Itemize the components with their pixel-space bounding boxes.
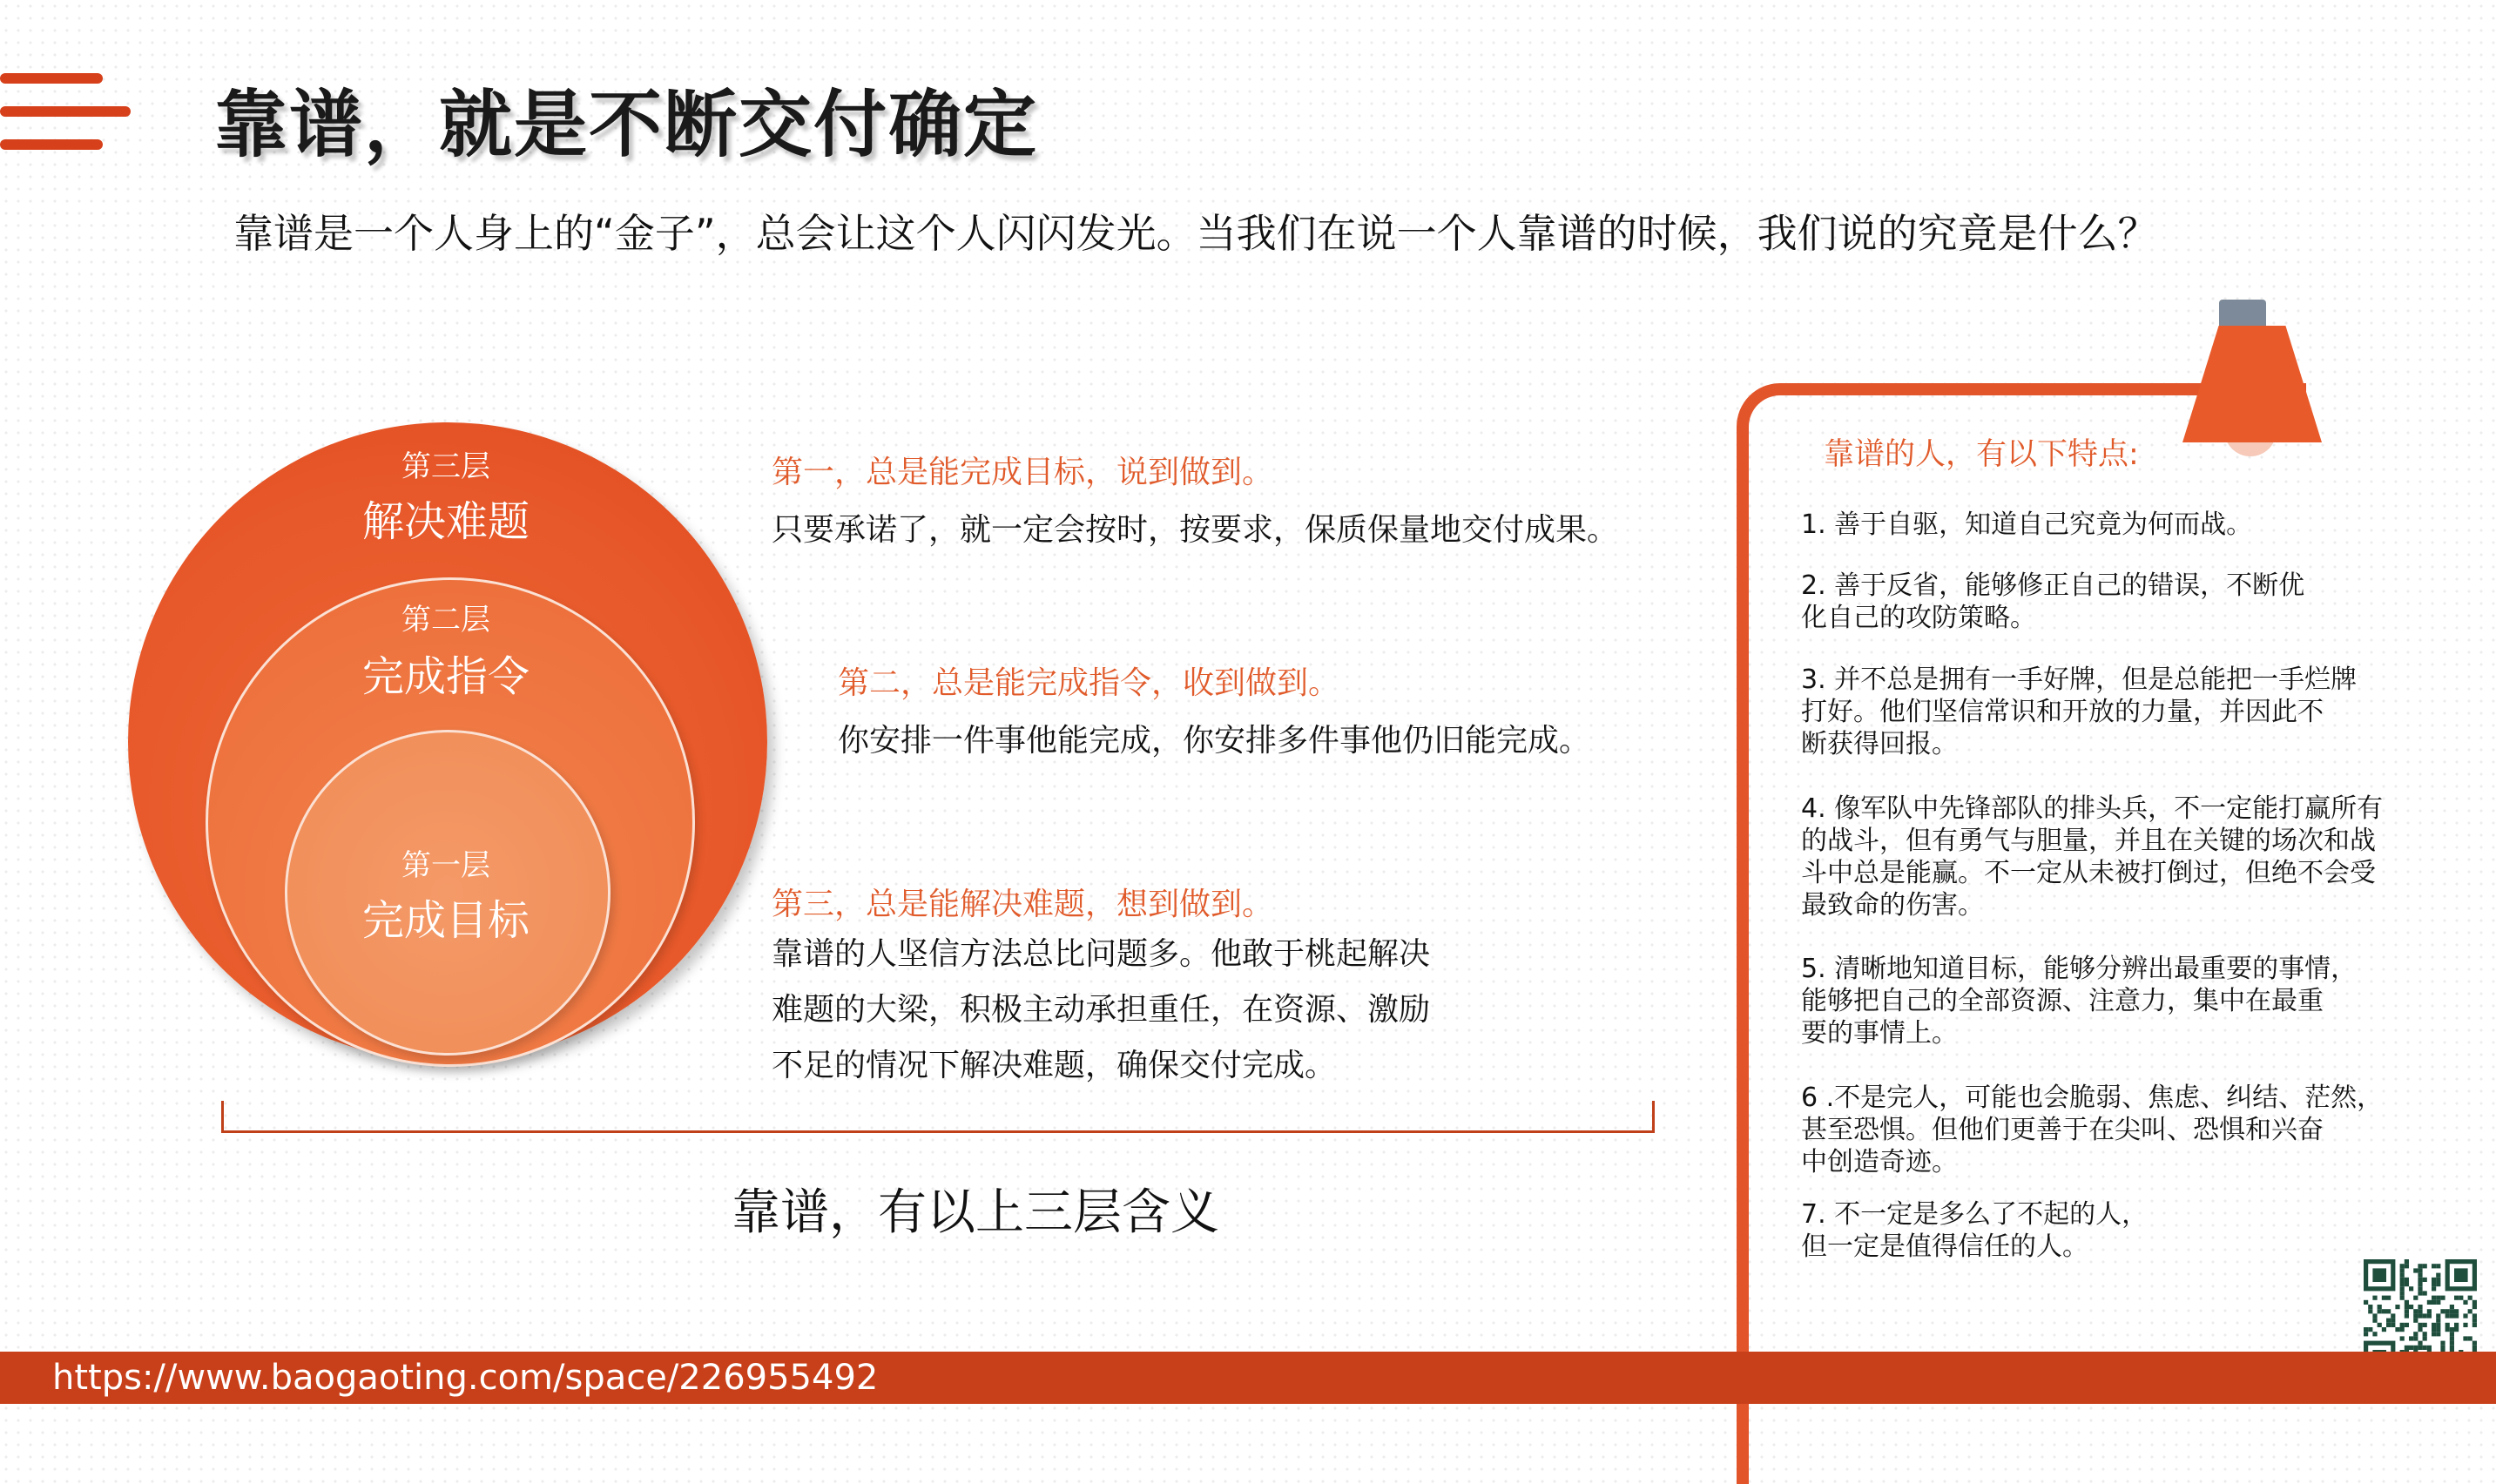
point-3-heading: 第三，总是能解决难题，想到做到。: [772, 887, 1274, 922]
point-2-heading: 第二，总是能完成指令，收到做到。: [838, 665, 1340, 701]
point-1-text: 只要承诺了，就一定会按时，按要求，保质保量地交付成果。: [772, 512, 1619, 548]
summary-bracket: [221, 1101, 1655, 1133]
circle-middle-name: 完成指令: [361, 652, 530, 701]
summary-text: 靠谱，有以上三层含义: [732, 1184, 1219, 1241]
point-2-text: 你安排一件事他能完成，你安排多件事他仍旧能完成。: [838, 723, 1591, 759]
trait-item: 3. 并不总是拥有一手好牌，但是总能把一手烂牌 打好。他们坚信常识和开放的力量，并因此不 断获得回报。: [1801, 664, 2358, 759]
traits-title: 靠谱的人，有以下特点:: [1824, 437, 2139, 472]
point-3-text: 靠谱的人坚信方法总比问题多。他敢于桃起解决 难题的大梁，积极主动承担重任，在资源、激励 不足的情况下解决难题，确保交付完成。: [772, 936, 1431, 1083]
trait-item: 1. 善于自驱，知道自己究竟为何而战。: [1801, 509, 2253, 540]
circle-outer-name: 解决难题: [361, 497, 530, 546]
point-1-heading: 第一，总是能完成目标，说到做到。: [772, 455, 1274, 490]
circle-inner-layer: 第一层: [401, 848, 490, 883]
page-subtitle: 靠谱是一个人身上的“金子”，总会让这个人闪闪发光。当我们在说一个人靠谱的时候，我们说的究竟是什么？: [233, 210, 2158, 257]
trait-item: 7. 不一定是多么了不起的人， 但一定是值得信任的人。: [1801, 1199, 2149, 1262]
circle-outer-layer: 第三层: [401, 449, 490, 484]
trait-item: 6 .不是完人，可能也会脆弱、焦虑、纠结、茫然， 甚至恐惧。但他们更善于在尖叫、恐惧和兴奋 中创造奇迹。: [1801, 1083, 2384, 1177]
page-title: 靠谱，就是不断交付确定: [214, 82, 1039, 167]
circle-inner-name: 完成目标: [361, 896, 530, 945]
trait-item: 5. 清晰地知道目标，能够分辨出最重要的事情， 能够把自己的全部资源、注意力，集中在最重 要的事情上。: [1801, 954, 2358, 1049]
trait-item: 4. 像军队中先锋部队的排头兵，不一定能打赢所有 的战斗，但有勇气与胆量，并且在关键的场次和战 斗中总是能赢。不一定从未被打倒过，但绝不会受 最致命的伤害。: [1801, 793, 2384, 921]
lamp-frame: [1737, 383, 2306, 1484]
circle-middle-layer: 第二层: [401, 603, 490, 637]
trait-item: 2. 善于反省，能够修正自己的错误，不断优 化自己的攻防策略。: [1801, 570, 2305, 633]
footer-link[interactable]: https://www.baogaoting.com/space/226955492: [52, 1358, 879, 1398]
